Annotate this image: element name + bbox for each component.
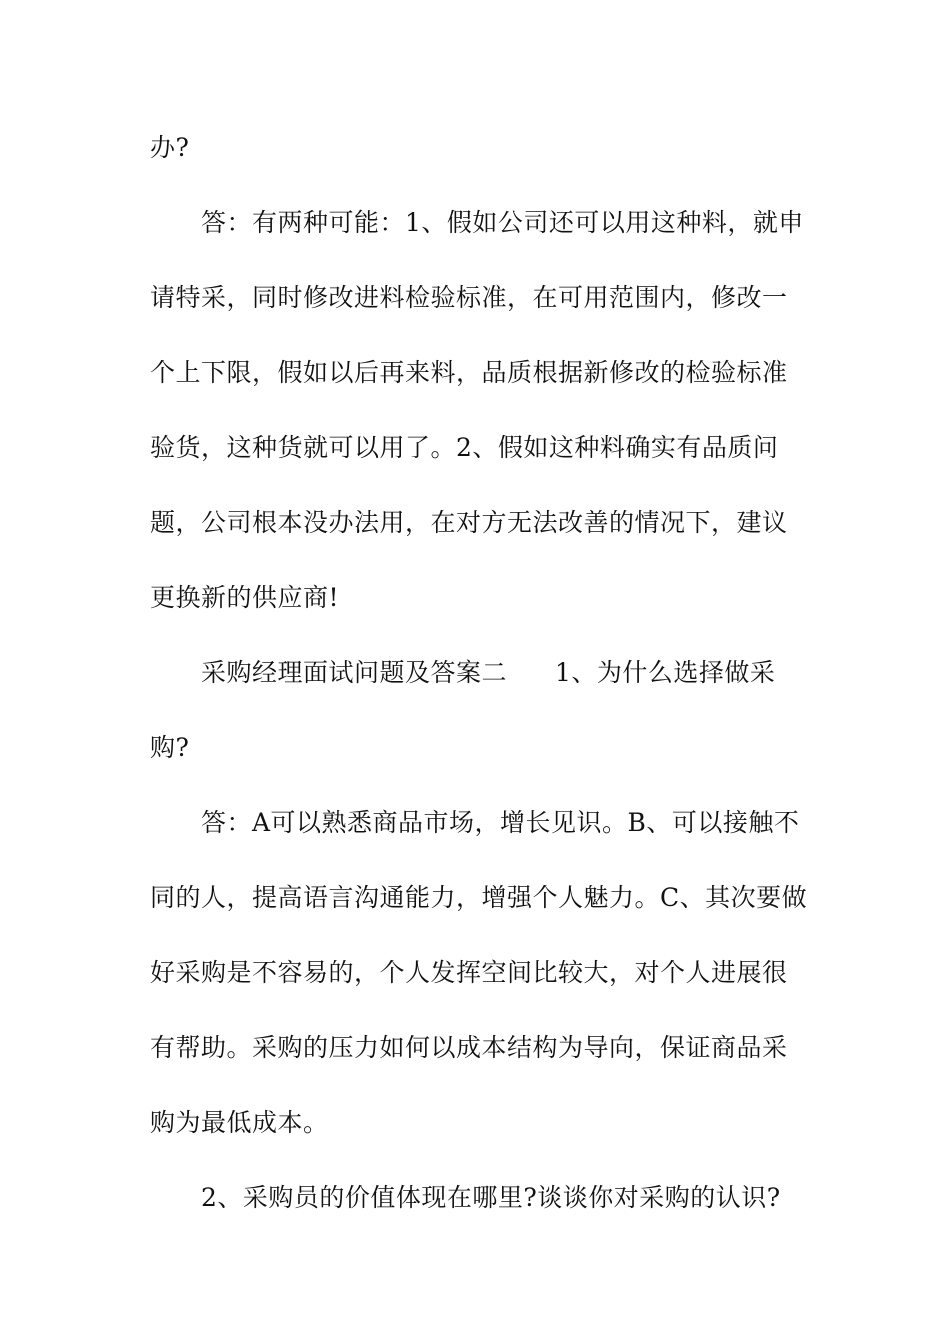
text-line: 请特采，同时修改进料检验标准，在可用范围内，修改一 — [150, 283, 788, 312]
text-line: 更换新的供应商! — [150, 583, 340, 612]
question-text: 1、为什么选择做采 — [555, 658, 776, 687]
text-line: 验货，这种货就可以用了。2、假如这种料确实有品质问 — [150, 433, 779, 462]
text-line: 个上下限，假如以后再来料，品质根据新修改的检验标准 — [150, 358, 788, 387]
text-line: 题，公司根本没办法用，在对方无法改善的情况下，建议 — [150, 508, 788, 537]
text-line: 答：有两种可能：1、假如公司还可以用这种料，就申 — [201, 208, 804, 237]
section-heading-line — [201, 653, 871, 693]
text-line: 答：A可以熟悉商品市场，增长见识。B、可以接触不 — [201, 808, 800, 837]
text-line: 购? — [150, 733, 190, 762]
text-line: 好采购是不容易的，个人发挥空间比较大，对个人进展很 — [150, 958, 788, 987]
section-heading: 采购经理面试问题及答案二 — [201, 658, 508, 687]
text-line: 同的人，提高语言沟通能力，增强个人魅力。C、其次要做 — [150, 883, 808, 912]
text-line: 购为最低成本。 — [150, 1108, 329, 1137]
text-line: 办? — [150, 133, 190, 162]
text-line: 2、采购员的价值体现在哪里?谈谈你对采购的认识? — [201, 1183, 781, 1212]
text-line: 有帮助。采购的压力如何以成本结构为导向，保证商品采 — [150, 1033, 788, 1062]
